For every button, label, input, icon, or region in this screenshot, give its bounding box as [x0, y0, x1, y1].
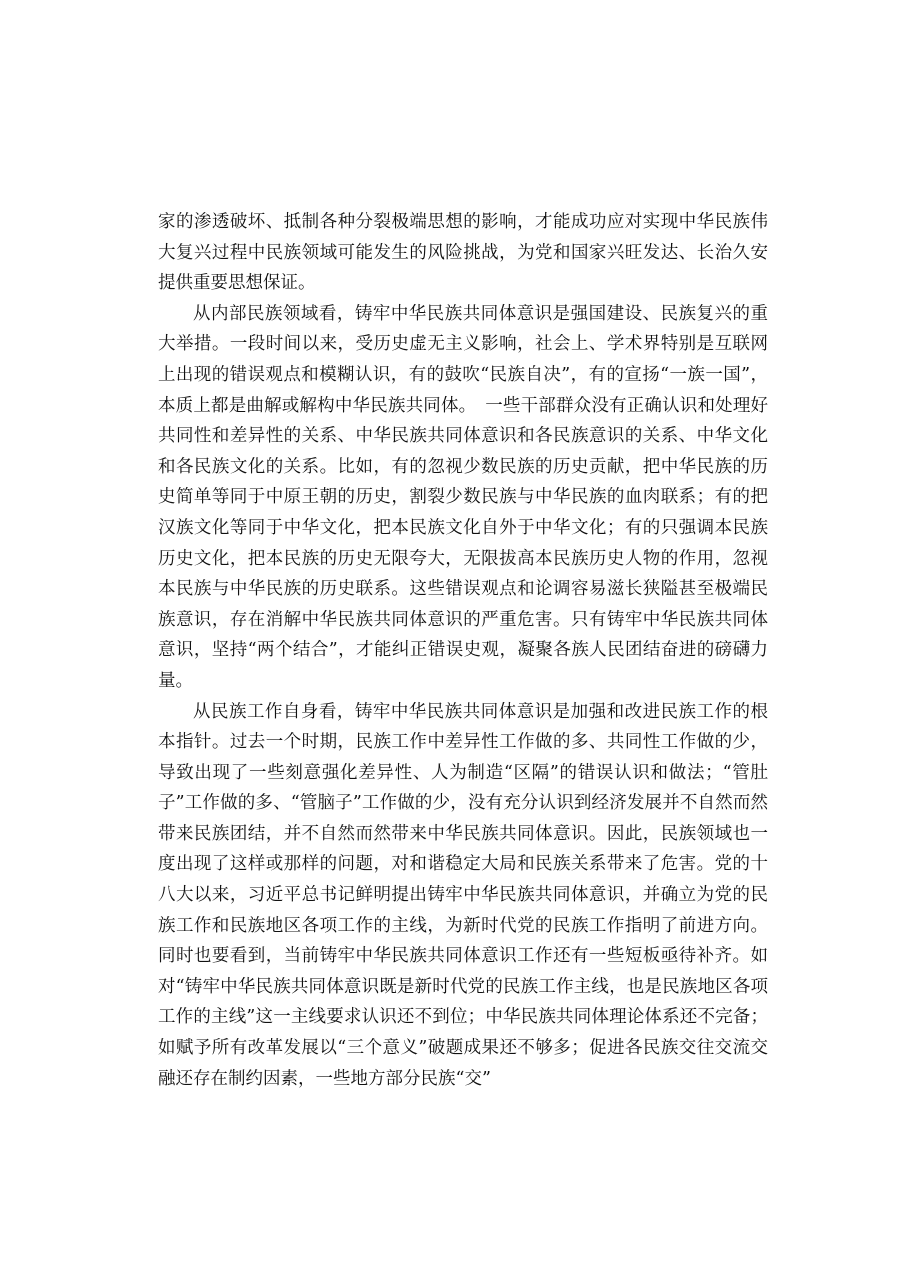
paragraph-internal-ethnic-field: 从内部民族领域看，铸牢中华民族共同体意识是强国建设、民族复兴的重大举措。一段时间以来，受历史虚无主义影响，社会上、学术界特别是互联网上出现的错误观点和模糊认识，有的鼓吹“民族自决”，有的宣扬“一族一国”，本质上都是曲解或解构中华民族共同体。 一些干部群众没有正确认识和处理好共同性和差异性的关系、中华民族共同体意识和各民族意识的关系、中华文化和各民族文化的关系。比如，有的忽视少数民族的历史贡献，把中华民族的历史简单等同于中原王朝的历史，割裂少数民族与中华民族的血肉联系；有的把汉族文化等同于中华文化，把本民族文化自外于中华文化；有的只强调本民族历史文化，把本民族的历史无限夸大，无限拔高本民族历史人物的作用，忽视本民族与中华民族的历史联系。这些错误观点和论调容易滋长狭隘甚至极端民族意识，存在消解中华民族共同体意识的严重危害。只有铸牢中华民族共同体意识，坚持“两个结合”，才能纠正错误史观，凝聚各族人民团结奋进的磅礴力量。 — [158, 303, 768, 691]
paragraph-continued: 家的渗透破坏、抵制各种分裂极端思想的影响，才能成功应对实现中华民族伟大复兴过程中民族领域可能发生的风险挑战，为党和国家兴旺发达、长治久安提供重要思想保证。 — [158, 212, 768, 294]
paragraph-ethnic-work-itself: 从民族工作自身看，铸牢中华民族共同体意识是加强和改进民族工作的根本指针。过去一个时期，民族工作中差异性工作做的多、共同性工作做的少，导致出现了一些刻意强化差异性、人为制造“区隔”的错误认识和做法；“管肚子”工作做的多、“管脑子”工作做的少，没有充分认识到经济发展并不自然而然带来民族团结，并不自然而然带来中华民族共同体意识。因此，民族领域也一度出现了这样或那样的问题，对和谐稳定大局和民族关系带来了危害。党的十八大以来，习近平总书记鲜明提出铸牢中华民族共同体意识，并确立为党的民族工作和民族地区各项工作的主线，为新时代党的民族工作指明了前进方向。同时也要看到，当前铸牢中华民族共同体意识工作还有一些短板亟待补齐。如对“铸牢中华民族共同体意识既是新时代党的民族工作主线，也是民族地区各项工作的主线”这一主线要求认识还不到位；中华民族共同体理论体系还不完备；如赋予所有改革发展以“三个意义”破题成果还不够多；促进各民族交往交流交融还存在制约因素，一些地方部分民族“交” — [158, 701, 768, 1089]
document-body — [158, 207, 768, 1094]
